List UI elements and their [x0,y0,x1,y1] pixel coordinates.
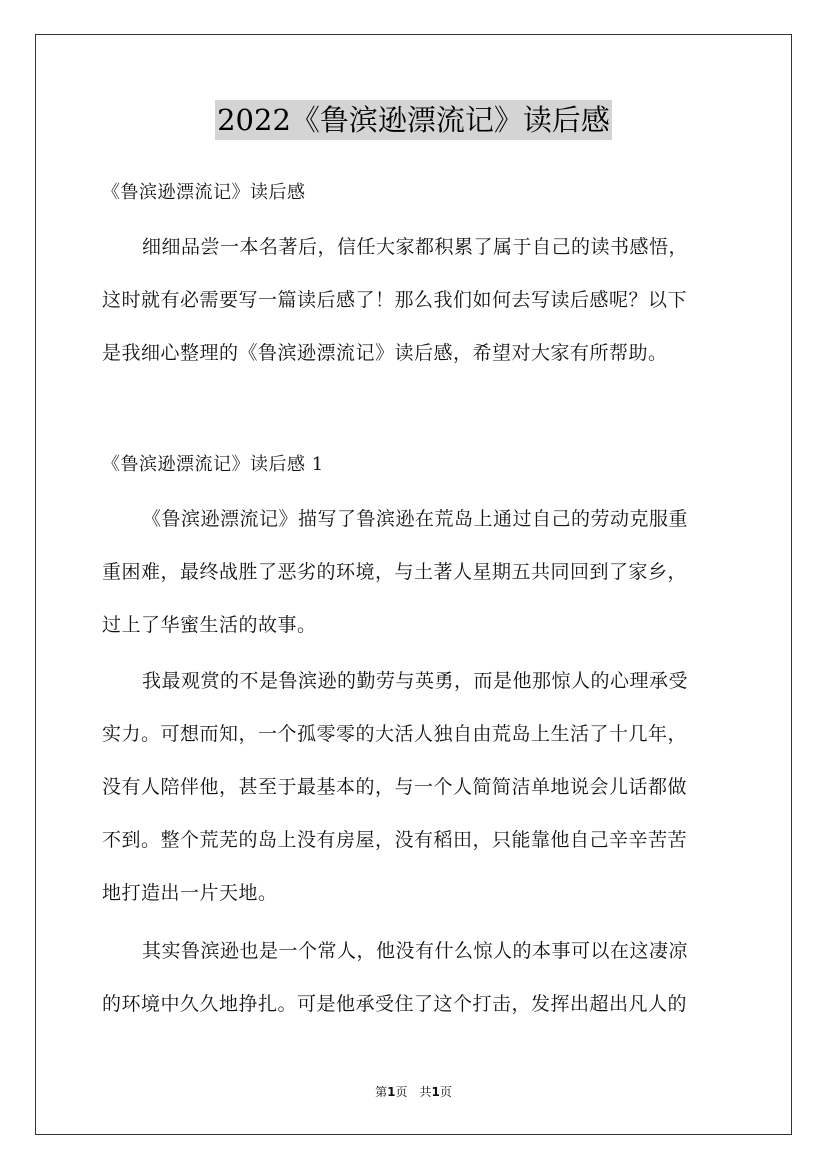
paragraph-line: 重困难，最终战胜了恶劣的环境，与土著人星期五共同回到了家乡， [102,561,688,583]
document-title: 2022《鲁滨逊漂流记》读后感 [215,100,612,140]
paragraph-line: 我最观赏的不是鲁滨逊的勤劳与英勇，而是他那惊人的心理承受 [142,670,689,692]
intro-line: 细细品尝一本名著后，信任大家都积累了属于自己的读书感悟， [142,236,689,258]
paragraph-line: 其实鲁滨逊也是一个常人，他没有什么惊人的本事可以在这凄凉 [142,940,689,962]
paragraph-line: 地打造出一片天地。 [102,882,278,904]
paragraph-line: 没有人陪伴他，甚至于最基本的，与一个人简简洁单地说会儿话都做 [102,776,688,798]
paragraph-line: 不到。整个荒芜的岛上没有房屋，没有稻田，只能靠他自己辛辛苦苦 [102,829,688,851]
footer-mid: 页 共 [395,1085,432,1099]
footer-page-number: 1 [387,1085,396,1099]
paragraph-2 [102,670,730,904]
paragraph-line: 过上了华蜜生活的故事。 [102,614,317,636]
subtitle-block [102,182,730,204]
footer-suffix: 页 [439,1085,452,1099]
paragraph-line: 实力。可想而知，一个孤零零的大活人独自由荒岛上生活了十几年， [102,723,688,745]
paragraph-3 [102,940,730,1015]
footer-prefix: 第 [375,1085,388,1099]
footer-total-pages: 1 [431,1085,440,1099]
intro-line: 是我细心整理的《鲁滨逊漂流记》读后感，希望对大家有所帮助。 [102,342,668,364]
title-wrapper [0,100,827,140]
intro-line: 这时就有必需要写一篇读后感了！那么我们如何去写读后感呢？以下 [102,289,688,311]
page-footer [0,1083,827,1100]
intro-paragraph [102,236,730,364]
section-heading: 《鲁滨逊漂流记》读后感 1 [102,454,324,475]
paragraph-line: 《鲁滨逊漂流记》描写了鲁滨逊在荒岛上通过自己的劳动克服重 [142,508,689,530]
document-subtitle: 《鲁滨逊漂流记》读后感 [102,182,306,203]
section1-heading-block [102,454,730,476]
paragraph-1 [102,508,730,636]
paragraph-line: 的环境中久久地挣扎。可是他承受住了这个打击，发挥出超出凡人的 [102,993,688,1015]
